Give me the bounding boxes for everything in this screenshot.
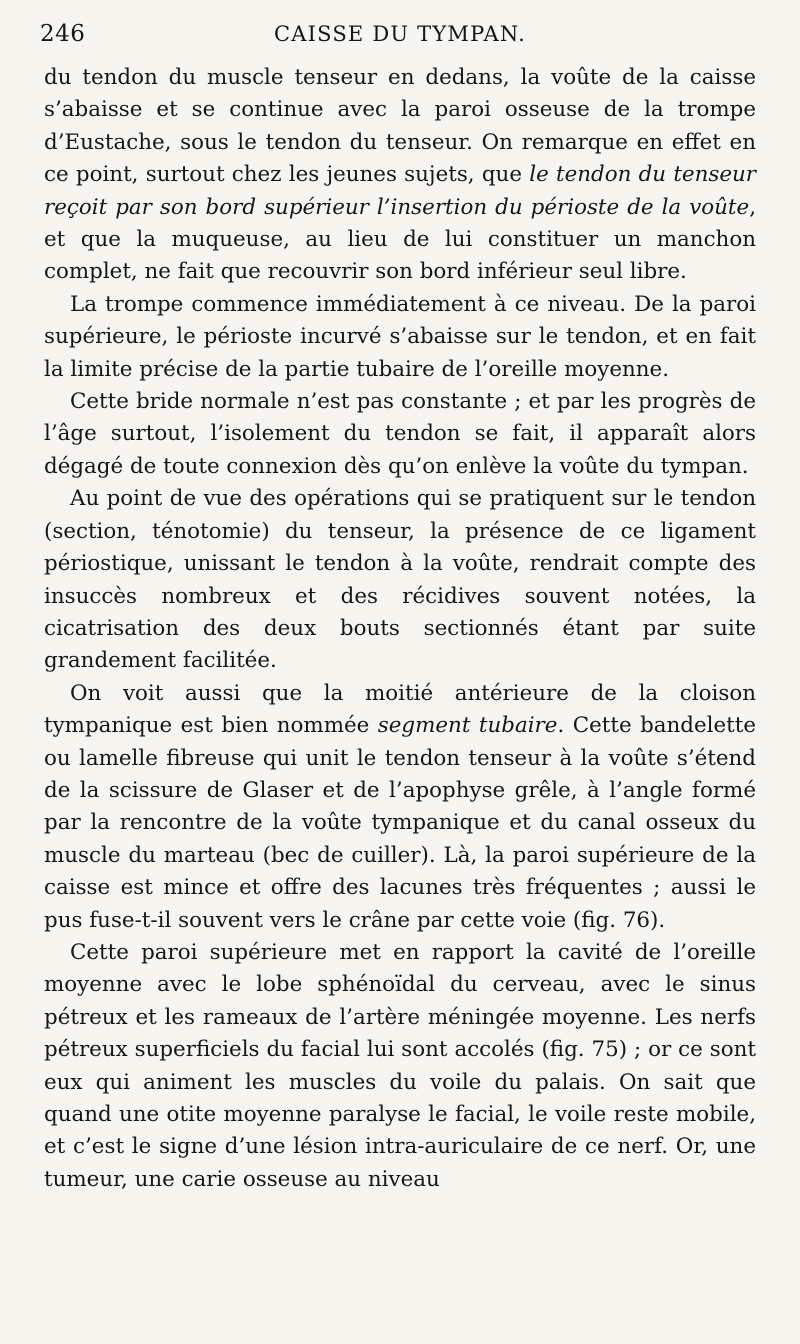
paragraph-1 (44, 62, 756, 289)
paragraph-1-text-b: , et que la muqueuse, au lieu de lui constituer un manchon complet, ne fait que recouvrir son bord inférieur seul libre. (44, 194, 756, 285)
paragraph-1-italic: le tendon du tenseur reçoit par son bord supérieur l’insertion du périoste de la voûte (44, 162, 756, 220)
page-header (40, 18, 760, 50)
paragraph-4: Au point de vue des opérations qui se pratiquent sur le tendon (section, ténotomie) du tenseur, la présence de ce ligament périostique, unissant le tendon à la voûte, rendrait compte des insuccès nombreux et des récidives souvent notées, la cicatrisation des deux bouts sectionnés étant par suite grandement facilitée. (44, 486, 756, 674)
running-title: CAISSE DU TYMPAN. (274, 22, 526, 46)
paragraph-5-text-b: . Cette bandelette ou lamelle fibreuse qui unit le tendon tenseur à la voûte s’étend de la scissure de Glaser et de l’apophyse grêle, à l’angle formé par la rencontre de la voûte tympanique et du canal osseux du muscle du marteau (bec de cuiller). Là, la paroi supérieure de la caisse est mince et offre des lacunes très fréquentes ; aussi le pus fuse-t-il souvent vers le crâne par cette voie (fig. 76). (44, 713, 756, 933)
paragraph-5-text-a: On voit aussi que la moitié antérieure de la cloison tympanique est bien nommée (44, 680, 756, 739)
paragraph-5 (44, 678, 756, 937)
paragraph-1-text-a: du tendon du muscle tenseur en dedans, la voûte de la caisse s’abaisse et se continue avec la paroi osseuse de la trompe d’Eustache, sous le tendon du tenseur. On remarque en effet en ce point, surtout chez les jeunes sujets, que (44, 65, 756, 188)
body-text (44, 62, 756, 1196)
paragraph-6: Cette paroi supérieure met en rapport la cavité de l’oreille moyenne avec le lobe sphénoïdal du cerveau, avec le sinus pétreux et les rameaux de l’artère méningée moyenne. Les nerfs pétreux superficiels du facial lui sont accolés (fig. 75) ; or ce sont eux qui animent les muscles du voile du palais. On sait que quand une otite moyenne paralyse le facial, le voile reste mobile, et c’est le signe d’une lésion intra-auriculaire de ce nerf. Or, une tumeur, une carie osseuse au niveau (44, 939, 756, 1192)
page-number: 246 (40, 21, 86, 47)
paragraph-2: La trompe commence immédiatement à ce niveau. De la paroi supérieure, le périoste incurvé s’abaisse sur le tendon, et en fait la limite précise de la partie tubaire de l’oreille moyenne. (44, 291, 756, 382)
paragraph-3: Cette bride normale n’est pas constante ; et par les progrès de l’âge surtout, l’isolement du tendon se fait, il apparaît alors dégagé de toute connexion dès qu’on enlève la voûte du tympan. (44, 389, 756, 479)
paragraph-5-italic: segment tubaire (377, 713, 558, 739)
